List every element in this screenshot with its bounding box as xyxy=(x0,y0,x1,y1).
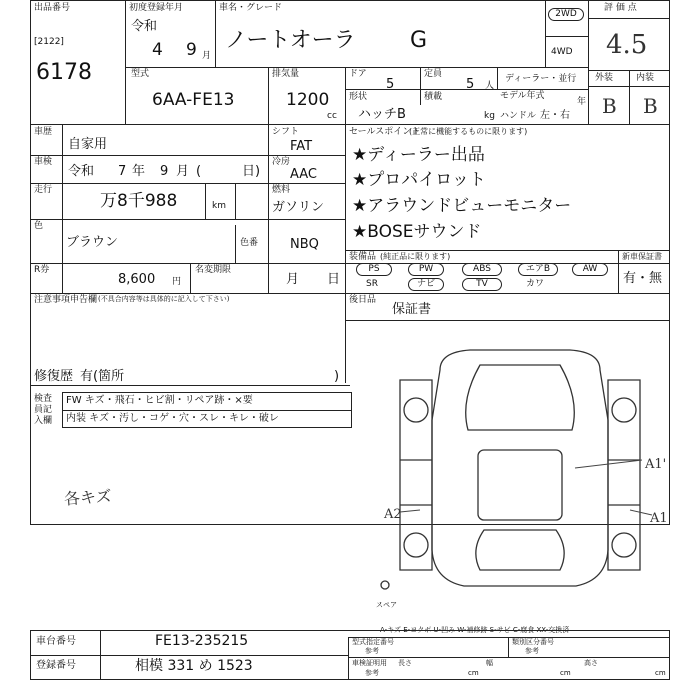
category-label: 類別区分番号 xyxy=(512,638,554,646)
reg-month: 9 xyxy=(186,40,197,60)
mileage: 万8千988 xyxy=(100,191,178,211)
capacity: 5 xyxy=(466,77,475,92)
name-change-day: 日 xyxy=(327,272,341,287)
options-label: 装備品 xyxy=(349,252,377,262)
load-label: 積載 xyxy=(424,92,443,102)
lot-number: 6178 xyxy=(36,60,92,85)
car-name: ノートオーラ xyxy=(225,28,356,53)
repair-label: 修復歴 xyxy=(34,369,74,384)
inspection-year: 7 xyxy=(118,164,127,179)
inspection-month-char: 月 xyxy=(176,164,190,179)
car-diagram xyxy=(380,340,660,610)
name-change-label: 名変期限 xyxy=(195,265,232,275)
sales-point-1: ★ディーラー出品 xyxy=(352,145,485,165)
name-change-month: 月 xyxy=(286,272,300,287)
warranty-label: 新車保証書 xyxy=(622,252,662,261)
sales-point-2: ★プロパイロット xyxy=(352,170,486,190)
doors: 5 xyxy=(386,77,395,92)
width-label: 幅 xyxy=(486,659,493,667)
sales-label: セールスポイント xyxy=(349,127,421,137)
option-tv: TV xyxy=(462,278,502,291)
category-ref: 参考 xyxy=(525,647,539,655)
history-label: 車歴 xyxy=(34,127,53,137)
drive-2wd-selected: 2WD xyxy=(548,8,584,21)
capacity-label: 定員 xyxy=(424,69,443,79)
vehicle-use: 自家用 xyxy=(68,137,108,152)
option-pw: PW xyxy=(408,263,444,276)
score-label: 評 価 点 xyxy=(604,3,637,13)
person-unit: 人 xyxy=(485,81,495,91)
sales-point-3: ★アラウンドビューモニター xyxy=(352,196,572,216)
reg-number: 相模 331 め 1523 xyxy=(135,658,253,674)
repair-value: 有(箇所 xyxy=(80,369,125,384)
mark-a2: A2 xyxy=(384,507,402,522)
repair-close: ) xyxy=(334,369,340,384)
displacement-label: 排気量 xyxy=(272,69,300,79)
sales-point-4: ★BOSEサウンド xyxy=(352,222,482,242)
length-label: 長さ xyxy=(398,659,412,667)
drive-4wd: 4WD xyxy=(551,47,573,57)
model-year-label: モデル年式 xyxy=(500,91,545,101)
option-aw: AW xyxy=(572,263,608,276)
handwritten-note: 各キズ xyxy=(63,486,113,509)
inspection-era: 令和 xyxy=(68,164,95,179)
inspection-day-char: 日) xyxy=(242,164,261,179)
color-no-label: 色番 xyxy=(240,238,259,248)
option-sr: SR xyxy=(366,279,378,289)
color-label: 色 xyxy=(34,221,44,231)
displacement: 1200 xyxy=(286,90,330,110)
lot-code: [2122] xyxy=(34,37,64,47)
exterior-label: 外装 xyxy=(595,73,614,83)
model-cert-ref: 参考 xyxy=(365,647,379,655)
fuel-label: 燃料 xyxy=(272,185,291,195)
damage-legend: A-キズ E-ヨクボ U-凹み W-補修跡 S-サビ C-腐食 XX-交換済 xyxy=(380,626,570,634)
dealer-label: ディーラー・並行 xyxy=(505,74,577,84)
cert-label: 車検証明用 xyxy=(352,659,387,667)
model-code: 6AA-FE13 xyxy=(152,90,235,110)
kg-unit: kg xyxy=(484,111,495,121)
option-ps: PS xyxy=(356,263,392,276)
attached-value: 保証書 xyxy=(392,302,432,317)
cc-unit: cc xyxy=(327,111,337,121)
interior-label: 内装 xyxy=(636,73,655,83)
score: 4.5 xyxy=(606,30,648,60)
door-label: ドア xyxy=(349,69,367,79)
option-airbag: エアB xyxy=(518,263,558,276)
reg-era: 令和 xyxy=(131,19,158,34)
chassis-number: FE13-235215 xyxy=(155,633,249,649)
body-shape: ハッチB xyxy=(358,107,406,122)
option-abs: ABS xyxy=(462,263,502,276)
option-leather: カワ xyxy=(526,279,545,289)
km-unit: km xyxy=(212,201,226,211)
ac-label: 冷房 xyxy=(272,157,291,167)
warranty-value: 有・無 xyxy=(623,271,663,286)
inspection-month: 9 xyxy=(160,164,169,179)
sales-note: (正常に機能するものに限ります) xyxy=(409,127,528,136)
attached-label: 後日品 xyxy=(349,295,377,305)
color: ブラウン xyxy=(66,235,119,250)
color-no: NBQ xyxy=(290,237,319,252)
width-unit: cm xyxy=(560,669,571,677)
year-unit: 年 xyxy=(577,97,587,107)
recycle-fee: 8,600 xyxy=(118,272,156,287)
caution-label: 注意事項申告欄 xyxy=(34,295,98,305)
fuel-value: ガソリン xyxy=(272,200,325,215)
reg-label: 登録番号 xyxy=(36,660,76,671)
recycle-label: R券 xyxy=(34,265,50,275)
yen-unit: 円 xyxy=(172,277,182,287)
fw-row: FW キズ・飛石・ヒビ割・リペア跡・×要 xyxy=(66,395,253,406)
ac-value: AAC xyxy=(290,167,317,182)
options-note: (純正品に限ります) xyxy=(380,252,451,261)
month-unit: 月 xyxy=(202,51,212,61)
shift-label: シフト xyxy=(272,127,300,137)
option-navi: ナビ xyxy=(408,278,444,291)
handle-label: ハンドル xyxy=(500,111,537,121)
mark-a1-prime: A1' xyxy=(645,457,667,472)
caution-note: (不具合内容等は具体的に記入して下さい) xyxy=(98,295,230,303)
height-label: 高さ xyxy=(584,659,598,667)
inspector-label: 検査員記入欄 xyxy=(34,394,53,426)
inspection-year-char: 年 xyxy=(132,164,146,179)
shift-value: FAT xyxy=(290,139,313,154)
length-unit: cm xyxy=(468,669,479,677)
handle-value: 左・右 xyxy=(540,110,570,121)
model-cert-label: 型式指定番号 xyxy=(352,638,394,646)
inspection-day-paren: ( xyxy=(196,164,202,179)
chassis-label: 車台番号 xyxy=(36,636,76,647)
model-label: 型式 xyxy=(131,69,150,79)
spare-label: スペア xyxy=(376,601,397,609)
exterior-grade: B xyxy=(602,94,617,118)
height-unit: cm xyxy=(655,669,666,677)
shape-label: 形状 xyxy=(349,92,368,102)
lot-label: 出品番号 xyxy=(34,3,71,13)
inspection-label: 車検 xyxy=(34,157,53,167)
cert-ref: 参考 xyxy=(365,669,379,677)
interior-row: 内装 キズ・汚し・コゲ・穴・スレ・キレ・破レ xyxy=(66,413,279,424)
grade: G xyxy=(410,28,428,53)
first-reg-label: 初度登録年月 xyxy=(129,3,184,13)
reg-year: 4 xyxy=(152,40,163,60)
car-name-label: 車名・グレード xyxy=(219,3,283,13)
mileage-label: 走行 xyxy=(34,185,53,195)
mark-a1: A1 xyxy=(650,511,668,526)
interior-grade: B xyxy=(643,94,658,118)
